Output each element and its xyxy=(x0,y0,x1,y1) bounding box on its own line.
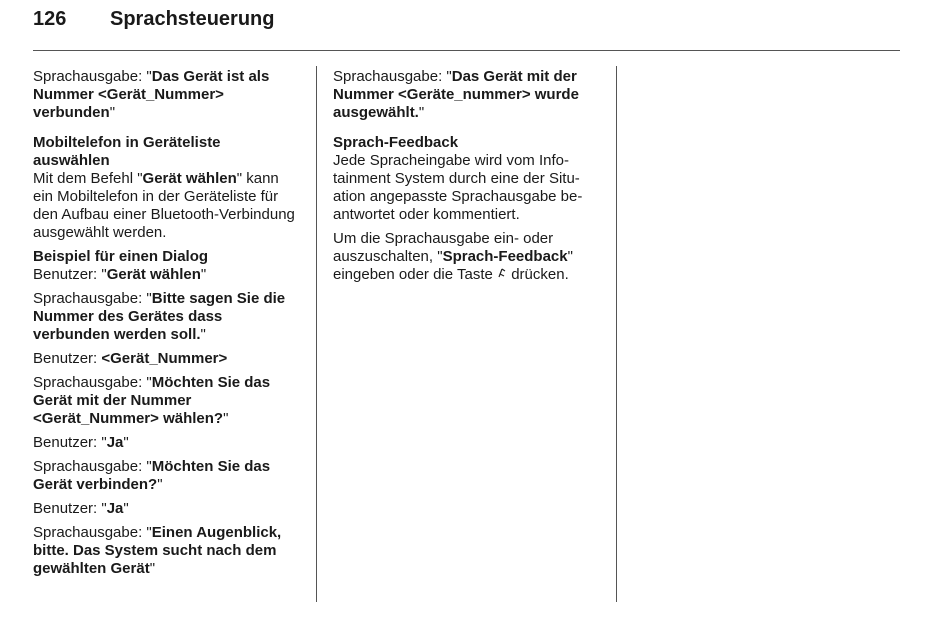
voice-key-icon xyxy=(497,266,507,284)
header-rule xyxy=(33,50,900,51)
column-1 xyxy=(33,68,301,584)
dialog-line: Sprachausgabe: "Einen Augenblick, bitte. Das System sucht nach dem gewählten Gerät" xyxy=(33,524,282,577)
dialog-line: Benutzer: "Ja" xyxy=(33,434,129,451)
paragraph-device-selected: Sprachausgabe: "Das Gerät mit der Nummer <Geräte_nummer> wurde ausgewählt." xyxy=(333,68,579,121)
column-2 xyxy=(333,68,601,290)
dialog-line: Benutzer: "Ja" xyxy=(33,500,129,517)
paragraph-connected: Sprachausgabe: "Das Gerät ist als Nummer <Gerät_Nummer> verbunden" xyxy=(33,68,270,121)
heading-select-phone: Mobiltelefon in Geräteliste auswählen xyxy=(33,134,221,169)
dialog-line: Sprachausgabe: "Möchten Sie das Gerät verbinden?" xyxy=(33,458,271,493)
dialog-line: Sprachausgabe: "Möchten Sie das Gerät mit der Nummer <Gerät_Nummer> wählen?" xyxy=(33,374,271,427)
paragraph-select-command: Mit dem Befehl "Gerät wählen" kann ein Mobiltelefon in der Geräteliste für den Aufbau einer Bluetooth-Verbindung ausgewählt werden. xyxy=(33,170,295,241)
paragraph-feedback-desc: Jede Spracheingabe wird vom Infotainment System durch eine der Situation angepasste Sprachausgabe beantwortet oder kommentiert. xyxy=(333,152,583,223)
dialog-line: Benutzer: <Gerät_Nummer> xyxy=(33,350,228,367)
paragraph-toggle-feedback: Um die Sprachausgabe ein- oder auszuschalten, "Sprach-Feedback" eingeben oder die Taste drücken. xyxy=(333,230,573,283)
chapter-title: Sprachsteuerung xyxy=(110,8,275,30)
heading-dialog-example: Beispiel für einen Dialog xyxy=(33,248,209,265)
page-header xyxy=(33,8,274,38)
page-number: 126 xyxy=(33,8,67,30)
column-divider-2 xyxy=(616,66,617,602)
column-divider-1 xyxy=(316,66,317,602)
heading-voice-feedback: Sprach-Feedback xyxy=(333,134,459,151)
dialog-line: Benutzer: "Gerät wählen" xyxy=(33,266,207,283)
dialog-line: Sprachausgabe: "Bitte sagen Sie die Nummer des Gerätes dass verbunden werden soll." xyxy=(33,290,286,343)
